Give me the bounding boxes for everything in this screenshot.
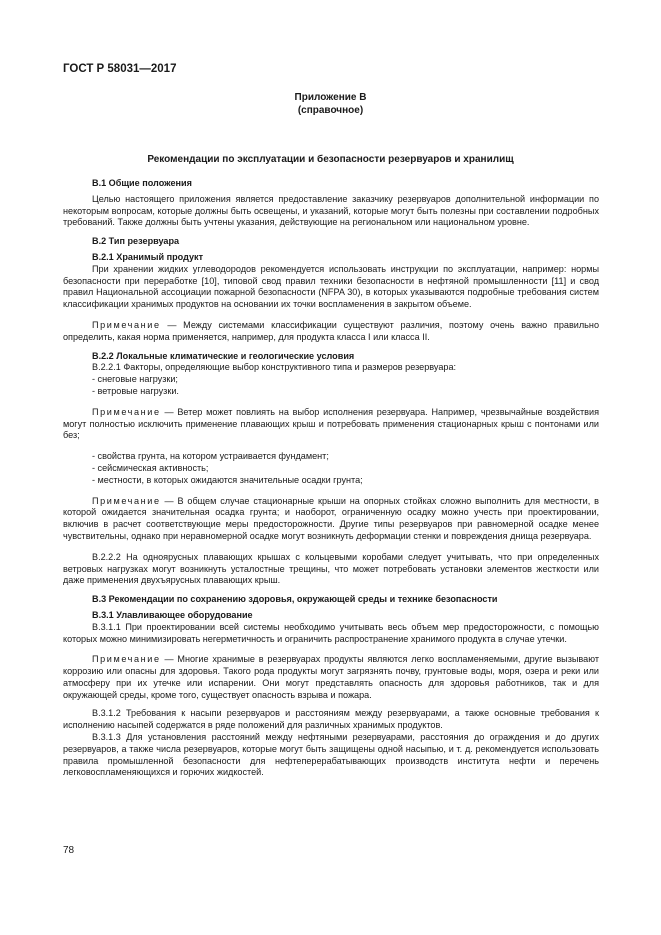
note-text: — Многие хранимые в резервуарах продукты являются легко воспламеняемыми, другие вызывают коррозию или опасны для здоровья. Такого рода продукты могут загрязнять почву, грунтовые воды, моря, озера и реки или атмосферу при их утечке или испарении. Они могут представлять опасность для здоровья работников, так и для окружающей среды, кроме того, существует опасность взрыва и пожара.: [63, 654, 599, 700]
paragraph-b3-1-3: В.3.1.3 Для установления расстояний между нефтяными резервуарами, расстояния до ограждения и до других резервуаров, а также числа резервуаров, которые могут быть защищены одной насыпью, и т. д. рекомендуется использовать правила промышленной безопасности для нефтеперерабатывающих производств института нефти и перечень легковоспламеняющихся и горючих жидкостей.: [63, 732, 599, 778]
note-b2-2-wind: [63, 407, 599, 442]
paragraph-b3-1-1: В.3.1.1 При проектировании всей системы необходимо учитывать весь объем мер предосторожности, с помощью которых можно минимизировать негерметичность и ограничить распространение хранимого продукта в случае утечки.: [63, 621, 599, 644]
note-label: Примечание: [92, 406, 161, 417]
note-b3-1: [63, 654, 599, 701]
section-heading-b1: В.1 Общие положения: [92, 178, 192, 188]
section-heading-b3: В.3 Рекомендации по сохранению здоровья, окружающей среды и технике безопасности: [92, 594, 498, 605]
appendix-heading: [0, 91, 661, 117]
document-code: ГОСТ Р 58031—2017: [63, 63, 177, 75]
section-heading-b2: В.2 Тип резервуара: [92, 236, 180, 247]
document-body: [63, 178, 599, 779]
paragraph-b3-1-2: В.3.1.2 Требования к насыпи резервуаров и расстояниям между резервуарами, а также основные требования к исполнению насыпей содержатся в ряде положений для различных хранимых продуктов.: [63, 708, 599, 731]
list-item: - местности, в которых ожидаются значительные осадки грунта;: [92, 474, 363, 485]
page-number: 78: [63, 845, 75, 856]
note-text: — Ветер может повлиять на выбор исполнения резервуара. Например, чрезвычайные воздействия могут полностью исключить применение плавающих крыш и потребовать применения стационарных крыш с понтонами или без;: [63, 406, 599, 441]
note-b2-1: [63, 320, 599, 344]
appendix-type: (справочное): [297, 105, 364, 116]
list-item: - снеговые нагрузки;: [92, 374, 178, 385]
appendix-label: Приложение В: [294, 92, 367, 103]
subsection-heading-b2-1: В.2.1 Хранимый продукт: [92, 251, 204, 262]
note-text: — В общем случае стационарные крыши на опорных стойках сложно выполнить для местности, в которой ожидается значительная осадка грунта; и наоборот, ограниченную осадку можно учесть при проектировании, включив в расчет соответствующие меры предосторожности. Другие типы резервуаров при равномерной осадке менее чувствительны, однако при неравномерной осадке могут возникнуть деформации стенки и повреждения днища резервуара.: [63, 495, 599, 541]
list-item: - ветровые нагрузки.: [92, 385, 179, 396]
paragraph-b1: Целью настоящего приложения является предоставление заказчику резервуаров дополнительной информации по некоторым вопросам, которые должны быть освещены, и указаний, которые могут быть полезны при составлении подробных требований. Также должны быть учтены указания, действующие на региональном или национальном уровне.: [63, 193, 599, 228]
note-label: Примечание: [92, 319, 161, 330]
paragraph-b2-1: При хранении жидких углеводородов рекомендуется использовать инструкции по эксплуатации, например: нормы безопасности при переработке [10], типовой свод правил техники безопасности в нефтяной промышленности [11] и свод правил Национальной ассоциации пожарной безопасности (NFPA 30), в которых указываются подробные требования систем классификации хранимых продуктов на основании их точки воспламенения в закрытом объеме.: [63, 263, 599, 310]
note-label: Примечание: [92, 654, 161, 665]
subsection-heading-b2-2: В.2.2 Локальные климатические и геологические условия: [92, 350, 355, 361]
paragraph-b2-2-2: В.2.2.2 На одноярусных плавающих крышах с кольцевыми коробами следует учитывать, что при определенных ветровых нагрузках могут возникнуть усталостные трещины, что может потребовать установки элементов жесткости или даже применения двухъярусных плавающих крыш.: [63, 551, 599, 586]
subsection-heading-b3-1: В.3.1 Улавливающее оборудование: [92, 609, 253, 620]
appendix-title: Рекомендации по эксплуатации и безопасности резервуаров и хранилищ: [147, 154, 514, 165]
list-item: - свойства грунта, на котором устраивается фундамент;: [92, 451, 329, 462]
list-item: - сейсмическая активность;: [92, 462, 209, 473]
note-text: — Между системами классификации существуют различия, поэтому очень важно правильно определить, какая норма применяется, например, для продукта класса I или класса II.: [63, 319, 599, 342]
note-label: Примечание: [92, 495, 161, 506]
paragraph-b2-2-1: В.2.2.1 Факторы, определяющие выбор конструктивного типа и размеров резервуара:: [92, 362, 457, 373]
note-b2-2-settlement: [63, 496, 599, 543]
